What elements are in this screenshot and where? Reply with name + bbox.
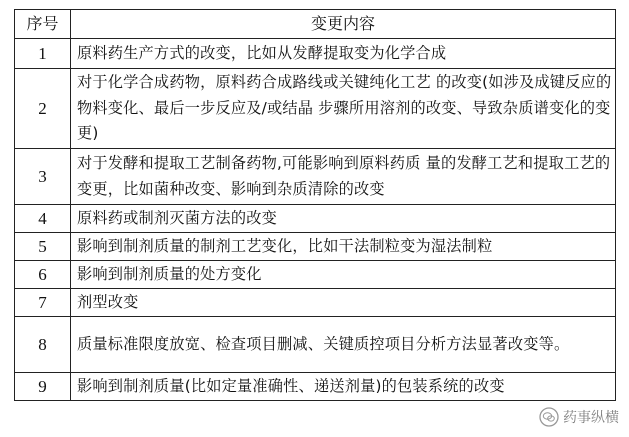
- table-row: [15, 373, 616, 401]
- row-content-text: 影响到制剂质量的制剂工艺变化，比如干法制粒变为湿法制粒: [77, 236, 493, 255]
- table-row: [15, 149, 616, 205]
- table-row: [15, 289, 616, 317]
- row-content: [71, 373, 616, 401]
- row-content: [71, 69, 616, 149]
- watermark-text: 药事纵横: [563, 410, 619, 426]
- row-content: [71, 233, 616, 261]
- row-index: 8: [15, 317, 71, 373]
- row-content: [71, 261, 616, 289]
- row-content: [71, 317, 616, 373]
- row-content-text: 对于发酵和提取工艺制备药物,可能影响到原料药质 量的发酵工艺和提取工艺的变更，比如菌种改变、影响到杂质清除的改变: [77, 154, 611, 198]
- table-row: [15, 233, 616, 261]
- header-content: 变更内容: [71, 10, 616, 39]
- row-index: 4: [15, 205, 71, 233]
- row-content-text: 质量标准限度放宽、检查项目删减、关键质控项目分析方法显著改变等。: [77, 334, 570, 353]
- row-index: 3: [15, 149, 71, 205]
- row-content-text: 原料药生产方式的改变，比如从发酵提取变为化学合成: [77, 43, 447, 62]
- table-header-row: [15, 10, 616, 39]
- row-content: [71, 149, 616, 205]
- watermark: [539, 407, 619, 427]
- row-content: [71, 205, 616, 233]
- row-index: 5: [15, 233, 71, 261]
- change-content-table: [14, 9, 616, 401]
- row-content-text: 影响到制剂质量的处方变化: [77, 264, 262, 283]
- table-row: [15, 317, 616, 373]
- row-content: [71, 39, 616, 69]
- table-row: [15, 39, 616, 69]
- row-content-text: 剂型改变: [77, 292, 139, 311]
- change-content-table-container: [14, 9, 615, 401]
- row-content-text: 对于化学合成药物，原料药合成路线或关键纯化工艺 的改变(如涉及成键反应的物料变化、最后一步反应及/或结晶 步骤所用溶剂的改变、导致杂质谱变化的变更): [77, 73, 612, 143]
- header-index: 序号: [15, 10, 71, 39]
- row-index: 9: [15, 373, 71, 401]
- row-index: 7: [15, 289, 71, 317]
- row-content-text: 原料药或制剂灭菌方法的改变: [77, 208, 278, 227]
- row-index: 1: [15, 39, 71, 69]
- row-index: 6: [15, 261, 71, 289]
- wechat-icon: [539, 407, 559, 427]
- table-row: [15, 69, 616, 149]
- row-index: 2: [15, 69, 71, 149]
- row-content: [71, 289, 616, 317]
- table-row: [15, 205, 616, 233]
- table-row: [15, 261, 616, 289]
- row-content-text: 影响到制剂质量(比如定量准确性、递送剂量)的包装系统的改变: [77, 376, 505, 395]
